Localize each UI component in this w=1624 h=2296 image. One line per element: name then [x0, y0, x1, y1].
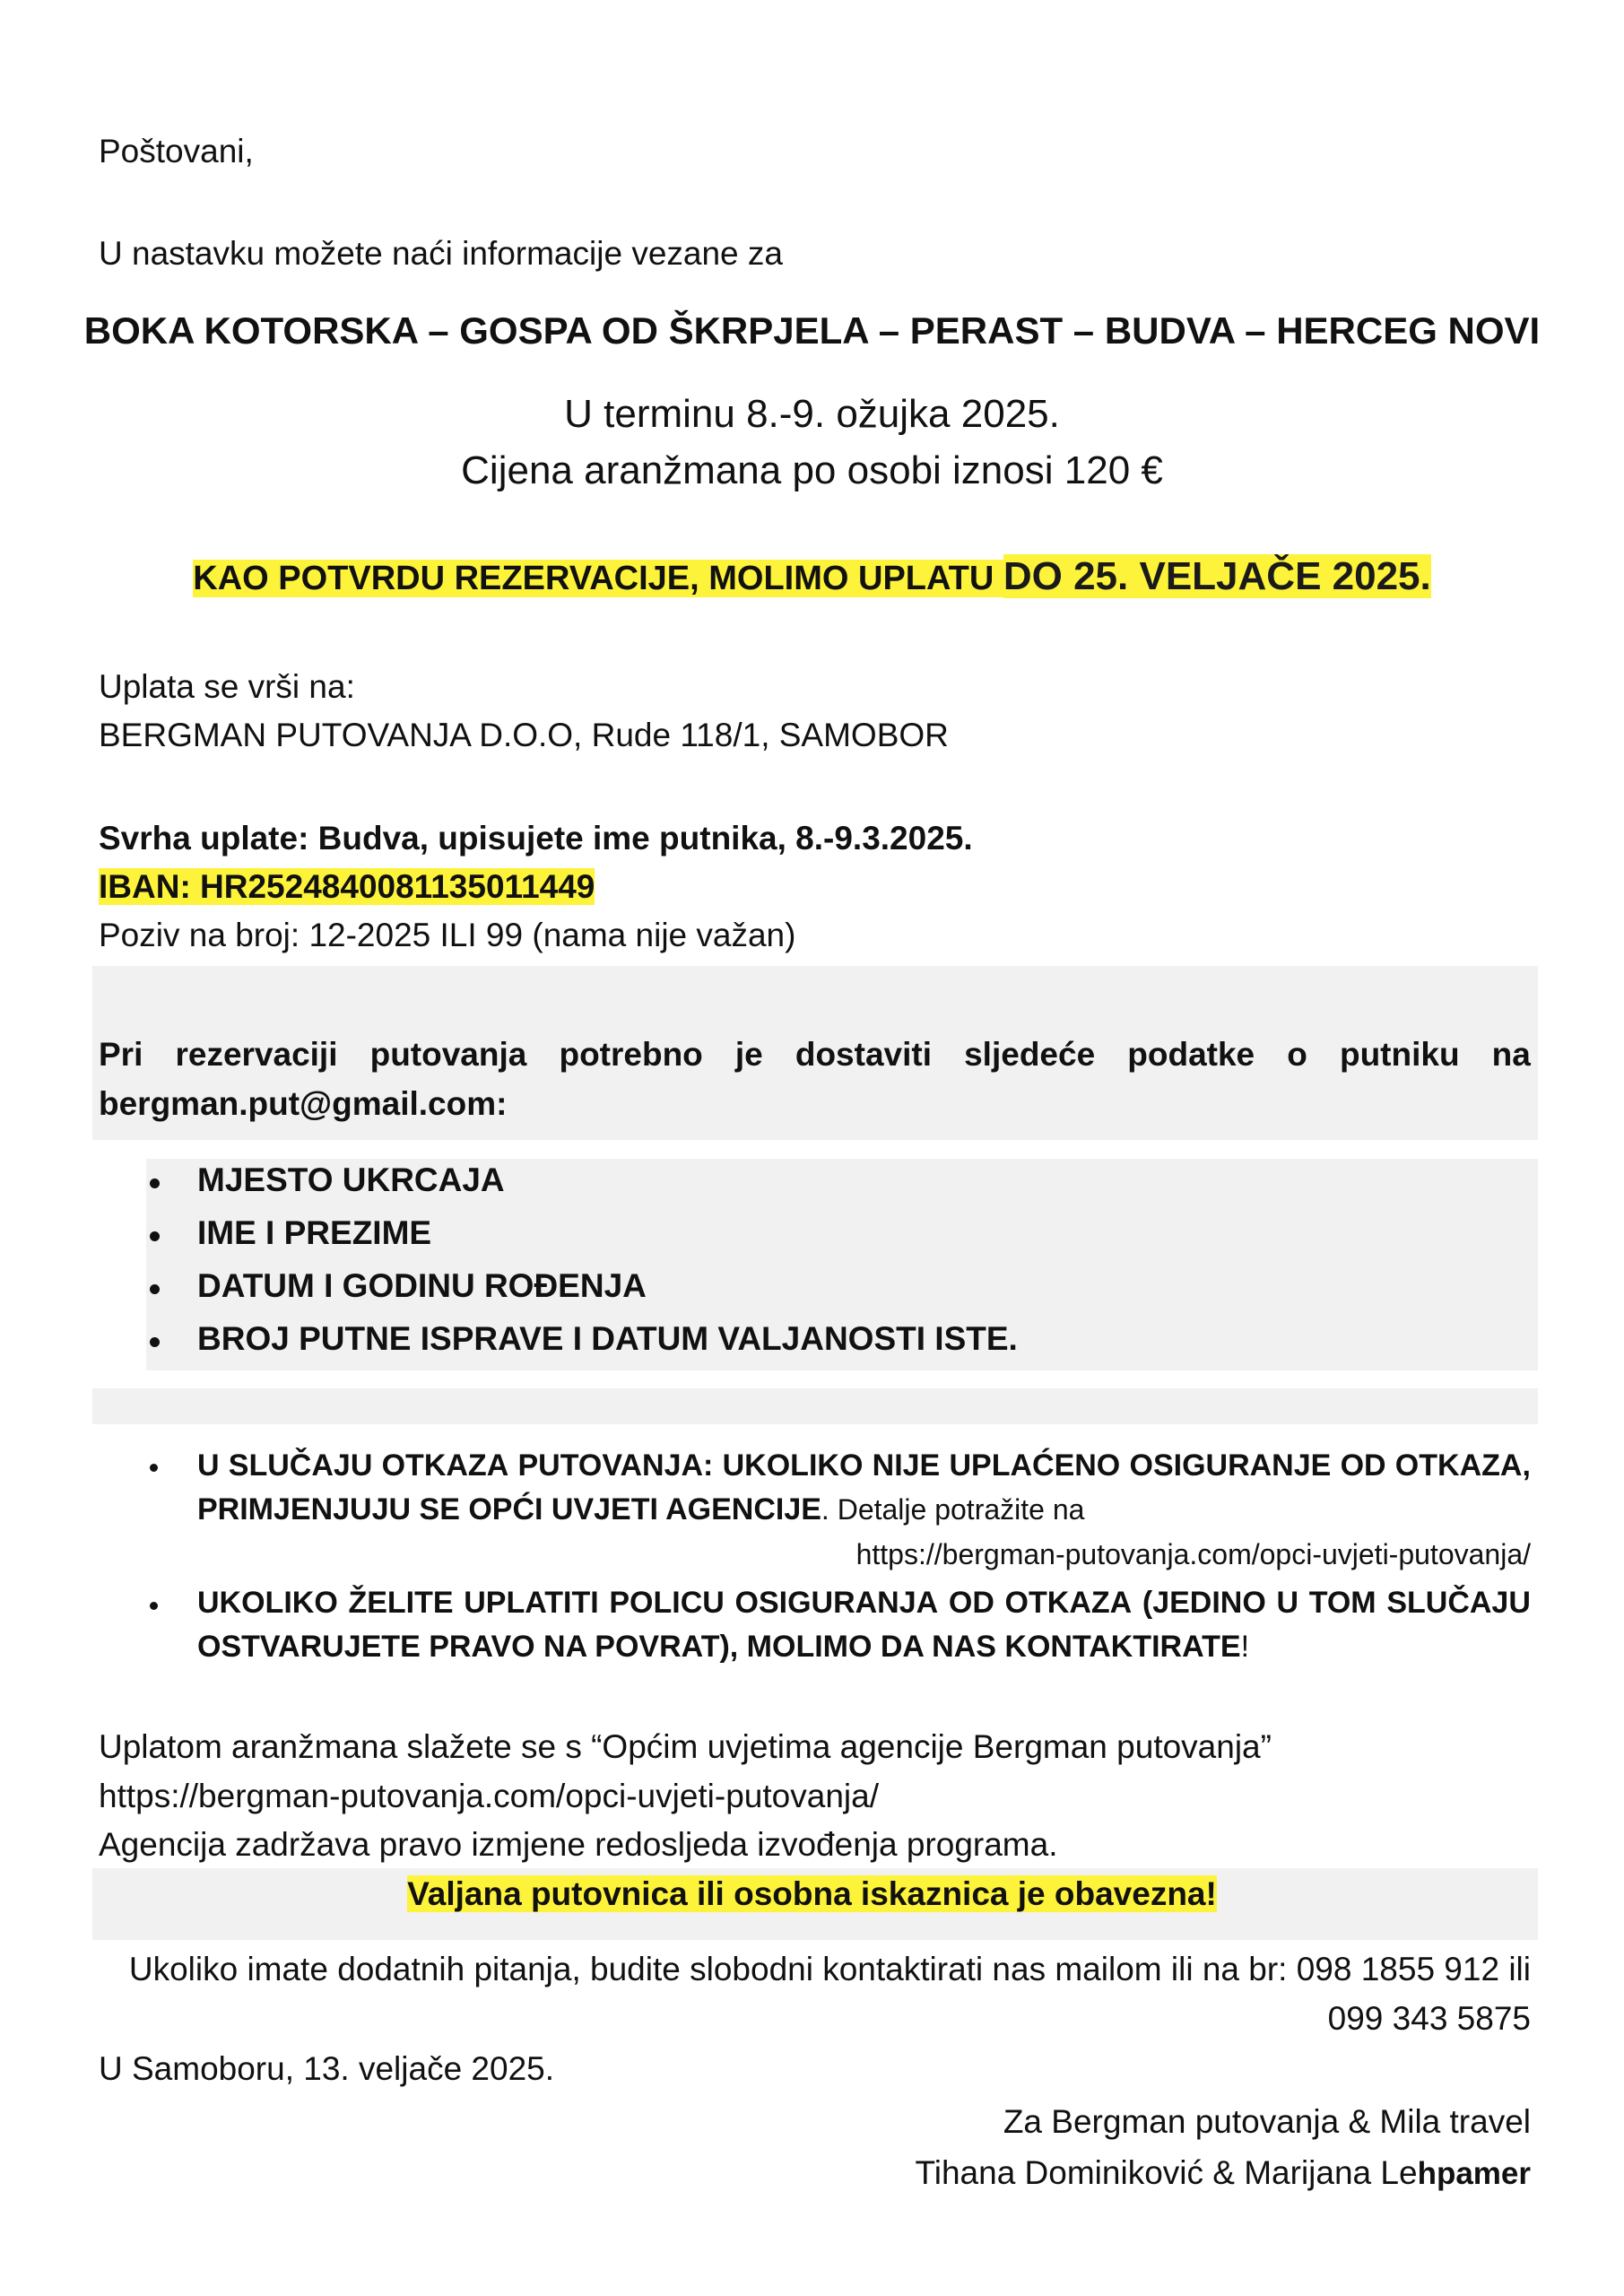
insurance-notice-word: UPLATITI: [464, 1586, 599, 1620]
cancellation-notice-word: PUTOVANJA:: [517, 1448, 714, 1483]
cancellation-terms-link[interactable]: https://bergman-putovanja.com/opci-uvjeti-putovanja/: [855, 1538, 1531, 1570]
list-item: BROJ PUTNE ISPRAVE I DATUM VALJANOSTI ISTE.: [197, 1320, 1018, 1357]
contact-line2: 099 343 5875: [1327, 2000, 1531, 2037]
insurance-notice-word: ŽELITE: [348, 1586, 454, 1620]
reservation-intro-word: sljedeće: [964, 1036, 1096, 1073]
cancellation-notice-word: U: [197, 1448, 220, 1483]
passport-notice-text: Valjana putovnica ili osobna iskaznica je obavezna!: [407, 1875, 1217, 1912]
signature-line2: [99, 2154, 1531, 2193]
bullet-icon: [150, 1337, 160, 1347]
cancellation-notice-word: OTKAZA,: [1394, 1448, 1531, 1483]
confirmation-notice: [0, 554, 1624, 600]
cancellation-notice-word: UPLAĆENO: [949, 1448, 1121, 1483]
reservation-email: bergman.put@gmail.com:: [99, 1085, 508, 1122]
bullet-icon: [150, 1178, 160, 1188]
cancellation-notice-word: OSIGURANJE: [1129, 1448, 1332, 1483]
cancellation-notice-bold: PRIMJENJUJU SE OPĆI UVJETI AGENCIJE: [197, 1492, 821, 1526]
reservation-intro: [99, 1036, 1531, 1074]
reservation-intro-word: dostaviti: [795, 1036, 932, 1073]
insurance-notice-word: OTKAZA: [1004, 1586, 1133, 1620]
list-item: IME I PREZIME: [197, 1214, 432, 1251]
signature-surname-end: hpamer: [1417, 2156, 1531, 2191]
cancellation-notice-word: OD: [1340, 1448, 1386, 1483]
payment-purpose: Svrha uplate: Budva, upisujete ime putnika, 8.-9.3.2025.: [99, 820, 973, 857]
insurance-notice-word: OSIGURANJA: [734, 1586, 939, 1620]
contact-line1: Ukoliko imate dodatnih pitanja, budite slobodni kontaktirati nas mailom ili na br: 098 1855 912 ili: [128, 1951, 1531, 1987]
insurance-notice-word: UKOLIKO: [197, 1586, 338, 1620]
greeting: Poštovani,: [99, 133, 254, 170]
insurance-notice-line1: [197, 1586, 1531, 1621]
reservation-intro-word: putniku: [1339, 1036, 1460, 1073]
reservation-intro-word: rezervaciji: [175, 1036, 338, 1073]
shaded-band-separator: [92, 1388, 1538, 1424]
reservation-intro-word: putovanja: [369, 1036, 527, 1073]
bullet-icon: [150, 1284, 160, 1294]
bullet-icon: [150, 1464, 158, 1472]
list-item: DATUM I GODINU ROĐENJA: [197, 1267, 647, 1304]
insurance-notice-word: OD: [948, 1586, 994, 1620]
cancellation-notice-word: OTKAZA: [381, 1448, 509, 1483]
terms-link[interactable]: https://bergman-putovanja.com/opci-uvjeti-putovanja/: [99, 1778, 879, 1814]
iban-value: IBAN: HR2524840081135011449: [99, 868, 595, 905]
insurance-notice-word: U: [1276, 1586, 1299, 1620]
terms-line: Uplatom aranžmana slažete se s “Općim uvjetima agencije Bergman putovanja”: [99, 1728, 1272, 1765]
cancellation-notice-line1: [197, 1448, 1531, 1483]
bullet-icon: [150, 1602, 158, 1610]
signature-names: Tihana Dominiković & Marijana Le: [915, 2154, 1418, 2191]
reservation-intro-word: podatke: [1127, 1036, 1255, 1073]
cancellation-notice-word: NIJE: [872, 1448, 941, 1483]
payment-label: Uplata se vrši na:: [99, 668, 355, 705]
intro-text: U nastavku možete naći informacije vezane za: [99, 235, 783, 272]
payment-recipient: BERGMAN PUTOVANJA D.O.O, Rude 118/1, SAMOBOR: [99, 717, 949, 753]
program-change-note: Agencija zadržava pravo izmjene redosljeda izvođenja programa.: [99, 1826, 1058, 1863]
insurance-notice-word: SLUČAJU: [1386, 1586, 1531, 1620]
reservation-intro-word: potrebno: [559, 1036, 703, 1073]
list-item: MJESTO UKRCAJA: [197, 1161, 505, 1198]
reservation-intro-word: na: [1491, 1036, 1531, 1073]
cancellation-notice-line2: [197, 1492, 1084, 1527]
payment-reference: Poziv na broj: 12-2025 ILI 99 (nama nije važan): [99, 917, 796, 953]
reservation-intro-word: je: [734, 1036, 763, 1073]
bullet-icon: [150, 1231, 160, 1241]
passport-notice: [0, 1875, 1624, 1914]
cancellation-notice-rest: . Detalje potražite na: [821, 1493, 1085, 1526]
insurance-notice-line2: [197, 1630, 1249, 1665]
confirmation-deadline: DO 25. VELJAČE 2025.: [1003, 554, 1431, 598]
confirmation-text: KAO POTVRDU REZERVACIJE, MOLIMO UPLATU: [193, 560, 1003, 597]
insurance-notice-word: TOM: [1308, 1586, 1376, 1620]
trip-price: Cijena aranžmana po osobi iznosi 120 €: [461, 448, 1163, 492]
payment-iban: [99, 868, 595, 907]
trip-title: BOKA KOTORSKA – GOSPA OD ŠKRPJELA – PERAST – BUDVA – HERCEG NOVI: [83, 309, 1541, 352]
place-date: U Samoboru, 13. veljače 2025.: [99, 2050, 555, 2087]
cancellation-notice-word: UKOLIKO: [722, 1448, 864, 1483]
cancellation-notice-word: SLUČAJU: [228, 1448, 373, 1483]
insurance-notice-word: (JEDINO: [1142, 1586, 1266, 1620]
reservation-intro-word: o: [1287, 1036, 1307, 1073]
trip-term: U terminu 8.-9. ožujka 2025.: [564, 392, 1060, 436]
signature-line1: Za Bergman putovanja & Mila travel: [1003, 2103, 1531, 2140]
insurance-notice-bold: OSTVARUJETE PRAVO NA POVRAT), MOLIMO DA NAS KONTAKTIRATE: [197, 1630, 1241, 1664]
insurance-notice-rest: !: [1240, 1630, 1250, 1664]
insurance-notice-word: POLICU: [609, 1586, 725, 1620]
reservation-intro-word: Pri: [99, 1036, 143, 1073]
